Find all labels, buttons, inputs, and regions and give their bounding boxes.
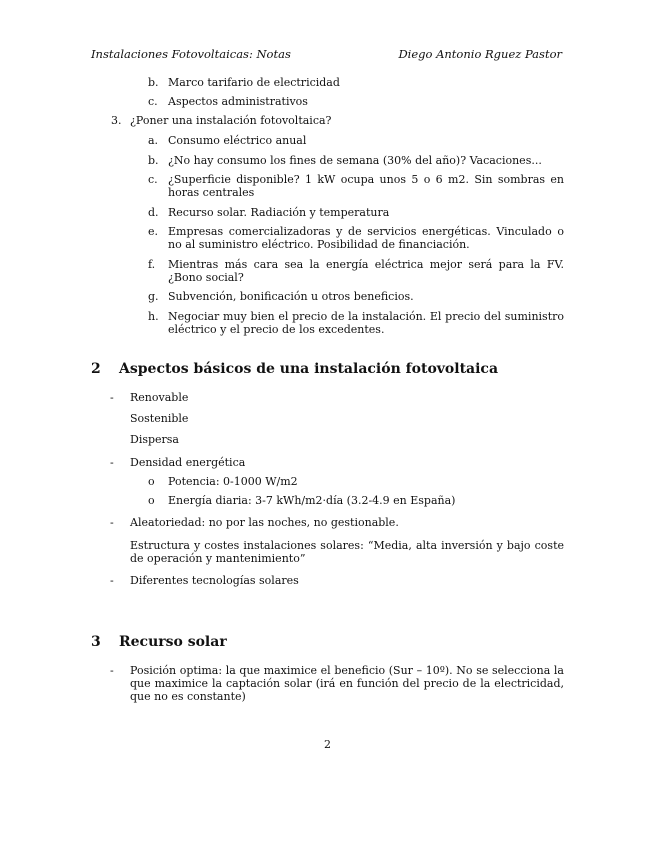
- list-label: a.: [148, 134, 159, 147]
- list-item: Estructura y costes instalaciones solares: “Media, alta inversión y bajo coste de operación y mantenimiento”: [130, 539, 564, 565]
- page-number: 2: [324, 738, 331, 751]
- list-item: Mientras más cara sea la energía eléctrica mejor será para la FV. ¿Bono social?: [168, 258, 564, 284]
- list-item: Empresas comercializadoras y de servicios energéticas. Vinculado o no al suministro eléctrico. Posibilidad de financiación.: [168, 225, 564, 251]
- list-item: ¿No hay consumo los fines de semana (30% del año)? Vacaciones...: [168, 154, 542, 167]
- list-label: 3.: [111, 114, 122, 127]
- section-number: 3: [91, 634, 101, 650]
- bullet-marker: o: [148, 494, 155, 507]
- dash-marker: -: [110, 664, 114, 677]
- list-item: Negociar muy bien el precio de la instalación. El precio del suministro eléctrico y el precio de los excedentes.: [168, 310, 564, 336]
- list-label: f.: [148, 258, 156, 271]
- list-item: Diferentes tecnologías solares: [130, 574, 299, 587]
- list-item: Sostenible: [130, 412, 189, 425]
- list-item: Energía diaria: 3-7 kWh/m2·día (3.2-4.9 en España): [168, 494, 456, 507]
- bullet-marker: o: [148, 475, 155, 488]
- list-label: g.: [148, 290, 159, 303]
- list-item: Densidad energética: [130, 456, 246, 469]
- list-item: Aspectos administrativos: [168, 95, 308, 108]
- list-label: c.: [148, 173, 158, 186]
- list-item: Consumo eléctrico anual: [168, 134, 307, 147]
- list-item: Posición optima: la que maximice el beneficio (Sur – 10º). No se selecciona la que maximice la captación solar (irá en función del precio de la electricidad, que no es constante): [130, 664, 564, 703]
- dash-marker: -: [110, 391, 114, 404]
- list-item: Subvención, bonificación u otros beneficios.: [168, 290, 414, 303]
- section-title: Aspectos básicos de una instalación fotovoltaica: [119, 361, 499, 377]
- list-item: ¿Poner una instalación fotovoltaica?: [130, 114, 332, 127]
- list-item: Recurso solar. Radiación y temperatura: [168, 206, 390, 219]
- list-item: Potencia: 0-1000 W/m2: [168, 475, 298, 488]
- section-number: 2: [91, 361, 101, 377]
- list-label: h.: [148, 310, 159, 323]
- list-item: Aleatoriedad: no por las noches, no gestionable.: [130, 516, 399, 529]
- list-item: ¿Superficie disponible? 1 kW ocupa unos 5 o 6 m2. Sin sombras en horas centrales: [168, 173, 564, 199]
- list-label: b.: [148, 154, 159, 167]
- header-title: Instalaciones Fotovoltaicas: Notas: [91, 47, 291, 61]
- dash-marker: -: [110, 516, 114, 529]
- list-label: b.: [148, 76, 159, 89]
- dash-marker: -: [110, 574, 114, 587]
- list-label: c.: [148, 95, 158, 108]
- list-label: d.: [148, 206, 159, 219]
- list-item: Dispersa: [130, 433, 179, 446]
- list-label: e.: [148, 225, 159, 238]
- list-item: Renovable: [130, 391, 189, 404]
- header-author: Diego Antonio Rguez Pastor: [398, 47, 562, 61]
- dash-marker: -: [110, 456, 114, 469]
- section-title: Recurso solar: [119, 634, 227, 650]
- list-item: Marco tarifario de electricidad: [168, 76, 340, 89]
